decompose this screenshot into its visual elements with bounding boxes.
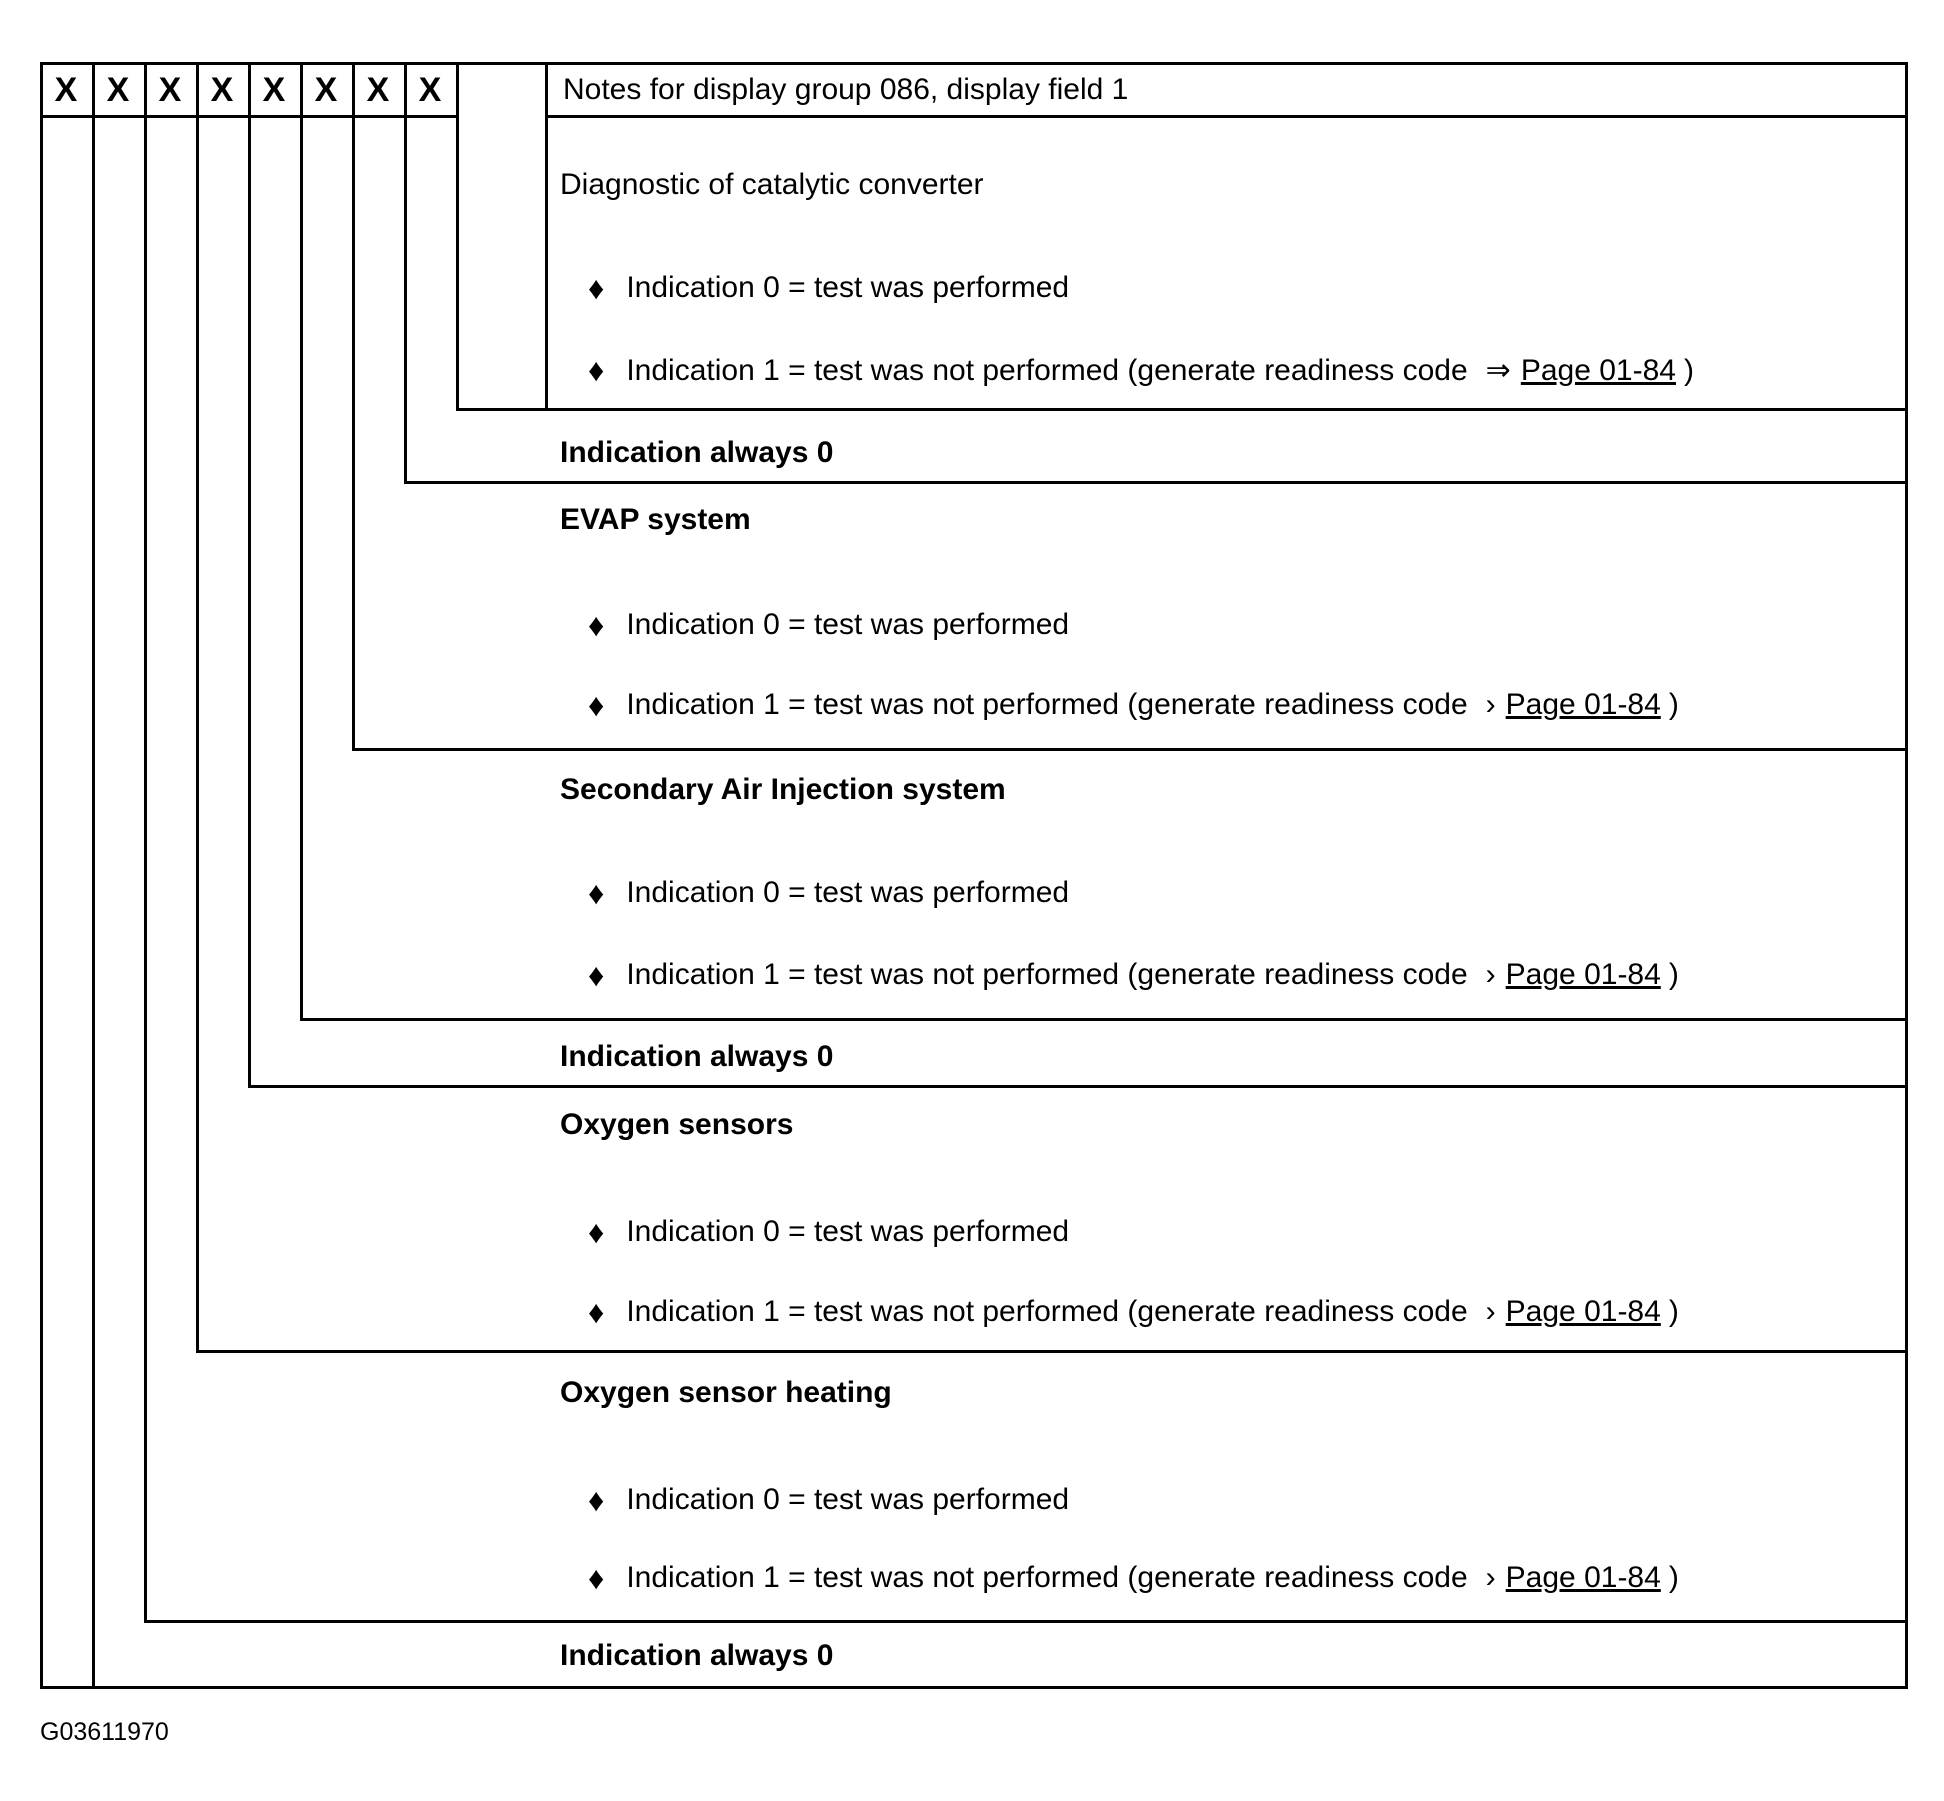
connector-line xyxy=(404,62,407,484)
diamond-bullet-icon: ♦ xyxy=(588,607,605,643)
connector-line xyxy=(144,1620,1908,1623)
bullet-text: Indication 1 = test was not performed (generate readiness code › Page 01-84 ) xyxy=(626,1561,1679,1594)
connector-line xyxy=(40,62,43,1689)
bullet-text: Indication 1 = test was not performed (generate readiness code › Page 01-84 ) xyxy=(626,1295,1679,1328)
digit-x: X xyxy=(158,70,182,109)
section-title-secondary-air-injection: Secondary Air Injection system xyxy=(560,773,1006,806)
bullet-item xyxy=(588,1292,1679,1332)
arrow-icon: ⇒ xyxy=(1485,353,1511,387)
connector-line xyxy=(456,62,459,411)
section-title-oxygen-sensors: Oxygen sensors xyxy=(560,1108,794,1141)
digit-cell-4 xyxy=(196,62,248,118)
notes-label: Notes for display group 086, display field 1 xyxy=(563,73,1129,106)
bullet-text: Indication 0 = test was performed xyxy=(626,271,1070,304)
diamond-bullet-icon: ♦ xyxy=(588,270,605,306)
digit-cell-1 xyxy=(40,62,92,118)
digit-x: X xyxy=(262,70,286,109)
connector-line xyxy=(144,62,147,1623)
digit-x: X xyxy=(54,70,78,109)
digit-cell-8 xyxy=(404,62,456,118)
digit-cell-5 xyxy=(248,62,300,118)
section-title-indication-always-0: Indication always 0 xyxy=(560,1040,834,1073)
bullet-text: Indication 1 = test was not performed (generate readiness code ⇒ Page 01-84 ) xyxy=(626,353,1694,387)
diamond-bullet-icon: ♦ xyxy=(588,687,605,723)
diamond-bullet-icon: ♦ xyxy=(588,957,605,993)
connector-line xyxy=(300,1018,1908,1021)
bullet-item xyxy=(588,685,1679,725)
arrow-icon: › xyxy=(1485,688,1496,721)
bullet-item xyxy=(588,1212,1069,1252)
page-link[interactable]: Page 01-84 xyxy=(1505,1561,1661,1594)
bullet-text: Indication 1 = test was not performed (generate readiness code › Page 01-84 ) xyxy=(626,688,1679,721)
bullet-item xyxy=(588,350,1694,390)
page-link[interactable]: Page 01-84 xyxy=(1505,1295,1661,1328)
connector-line xyxy=(352,748,1908,751)
connector-line xyxy=(248,1085,1908,1088)
digit-x: X xyxy=(366,70,390,109)
bullet-item xyxy=(588,873,1069,913)
digit-x: X xyxy=(418,70,442,109)
connector-line xyxy=(352,62,355,751)
arrow-icon: › xyxy=(1485,1295,1496,1328)
page-link[interactable]: Page 01-84 xyxy=(1505,958,1661,991)
digit-x: X xyxy=(210,70,234,109)
connector-line xyxy=(92,62,95,1689)
section-title-indication-always-0: Indication always 0 xyxy=(560,1639,834,1672)
bullet-item xyxy=(588,1480,1069,1520)
arrow-icon: › xyxy=(1485,958,1496,991)
page-link[interactable]: Page 01-84 xyxy=(1520,353,1676,387)
diamond-bullet-icon: ♦ xyxy=(588,352,605,388)
diamond-bullet-icon: ♦ xyxy=(588,1482,605,1518)
diamond-bullet-icon: ♦ xyxy=(588,1294,605,1330)
connector-line xyxy=(300,62,303,1021)
connector-line xyxy=(196,62,199,1353)
bullet-item xyxy=(588,605,1069,645)
connector-line xyxy=(196,1350,1908,1353)
bullet-item xyxy=(588,955,1679,995)
diamond-bullet-icon: ♦ xyxy=(588,875,605,911)
bullet-item xyxy=(588,268,1069,308)
section-title-evap-system: EVAP system xyxy=(560,503,751,536)
digit-cell-6 xyxy=(300,62,352,118)
digit-cell-3 xyxy=(144,62,196,118)
section-title-oxygen-sensor-heating: Oxygen sensor heating xyxy=(560,1376,892,1409)
connector-line xyxy=(40,1686,1908,1689)
bullet-text: Indication 0 = test was performed xyxy=(626,1483,1070,1516)
section-title-catalytic-converter: Diagnostic of catalytic converter xyxy=(560,168,984,201)
section-title-indication-always-0: Indication always 0 xyxy=(560,436,834,469)
bullet-item xyxy=(588,1558,1679,1598)
digit-cell-7 xyxy=(352,62,404,118)
digit-x: X xyxy=(314,70,338,109)
diamond-bullet-icon: ♦ xyxy=(588,1214,605,1250)
digit-cell-2 xyxy=(92,62,144,118)
bullet-text: Indication 1 = test was not performed (generate readiness code › Page 01-84 ) xyxy=(626,958,1679,991)
diamond-bullet-icon: ♦ xyxy=(588,1560,605,1596)
bullet-text: Indication 0 = test was performed xyxy=(626,1215,1070,1248)
figure-id: G03611970 xyxy=(40,1718,169,1746)
page-link[interactable]: Page 01-84 xyxy=(1505,688,1661,721)
connector-line xyxy=(248,62,251,1088)
arrow-icon: › xyxy=(1485,1561,1496,1594)
notes-header xyxy=(545,62,1908,118)
digit-x: X xyxy=(106,70,130,109)
connector-line xyxy=(456,408,1908,411)
connector-line xyxy=(1905,62,1908,1689)
connector-line xyxy=(404,481,1908,484)
bullet-text: Indication 0 = test was performed xyxy=(626,608,1070,641)
bullet-text: Indication 0 = test was performed xyxy=(626,876,1070,909)
